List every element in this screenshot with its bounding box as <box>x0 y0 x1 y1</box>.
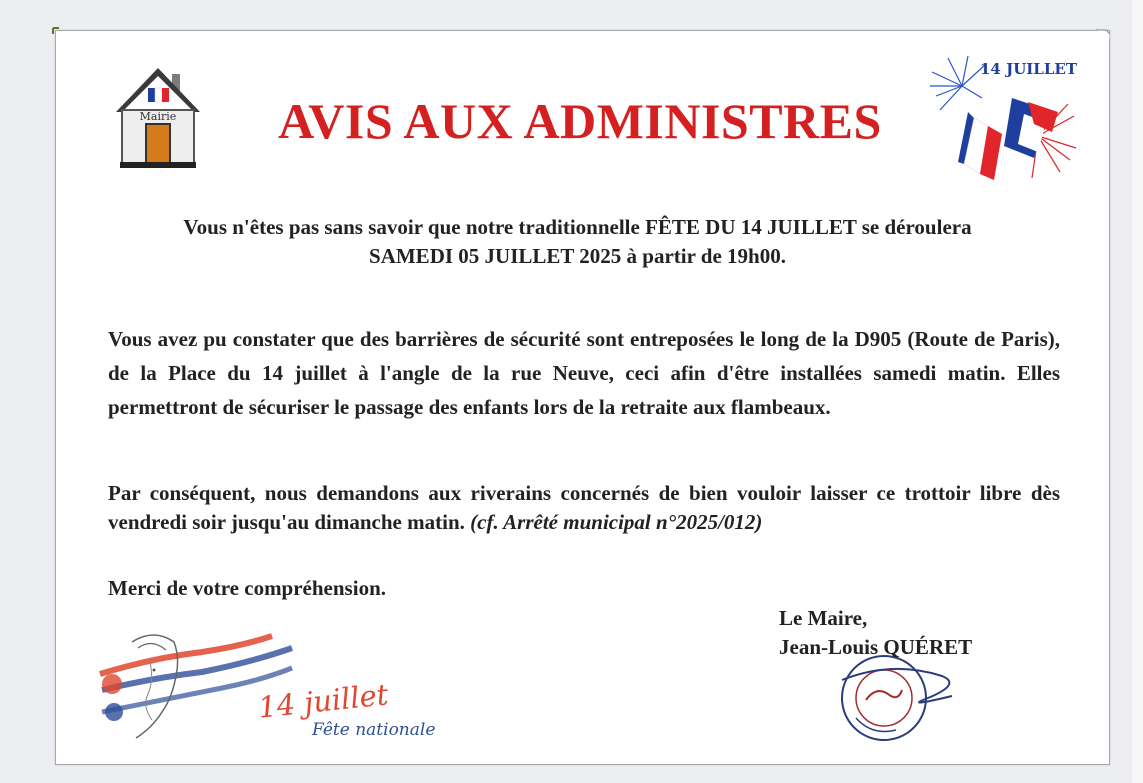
barriers-paragraph: Vous avez pu constater que des barrières de sécurité sont entreposées le long de la D905 (Route de Paris), de la Place du 14 juillet à l'angle de la rue Neuve, ceci afin d'être installées samedi matin. Elles permettront de sécuriser le passage des enfants lors de la retraite aux flambeaux. <box>108 327 1060 419</box>
thanks-line: Merci de votre compréhension. <box>108 576 386 600</box>
page-title: AVIS AUX ADMINISTRES <box>278 93 882 149</box>
intro-post: se déroulera <box>856 215 972 239</box>
viewer-edge <box>1132 0 1143 783</box>
decree-reference: (cf. Arrêté municipal n°2025/012) <box>470 510 763 534</box>
logo-fete-nationale: Fête nationale <box>312 720 436 740</box>
request-paragraph <box>108 479 1060 537</box>
mairie-house-icon <box>112 64 204 168</box>
fireworks-label: 14 JUILLET <box>980 60 1077 78</box>
intro-paragraph <box>100 213 1055 271</box>
page-fold-icon <box>1096 26 1110 40</box>
mairie-icon-label: Mairie <box>139 110 177 123</box>
logo-14-juillet: 14 juillet <box>256 677 390 725</box>
intro-pre: Vous n'êtes pas sans savoir que notre traditionnelle <box>183 215 646 239</box>
intro-event: FÊTE DU 14 JUILLET <box>645 215 857 239</box>
signature-name: Jean-Louis QUÉRET <box>779 635 973 659</box>
fireworks-14-juillet-icon <box>928 52 1078 184</box>
intro-date-line: SAMEDI 05 JUILLET 2025 à partir de 19h00. <box>369 244 786 268</box>
corner-mark-icon <box>51 26 61 36</box>
signature-role: Le Maire, <box>779 606 868 630</box>
request-text: Par conséquent, nous demandons aux riverains concernés de bien vouloir laisser ce trottoir libre dès vendredi soir jusqu'au dimanche matin. <box>108 481 1060 534</box>
